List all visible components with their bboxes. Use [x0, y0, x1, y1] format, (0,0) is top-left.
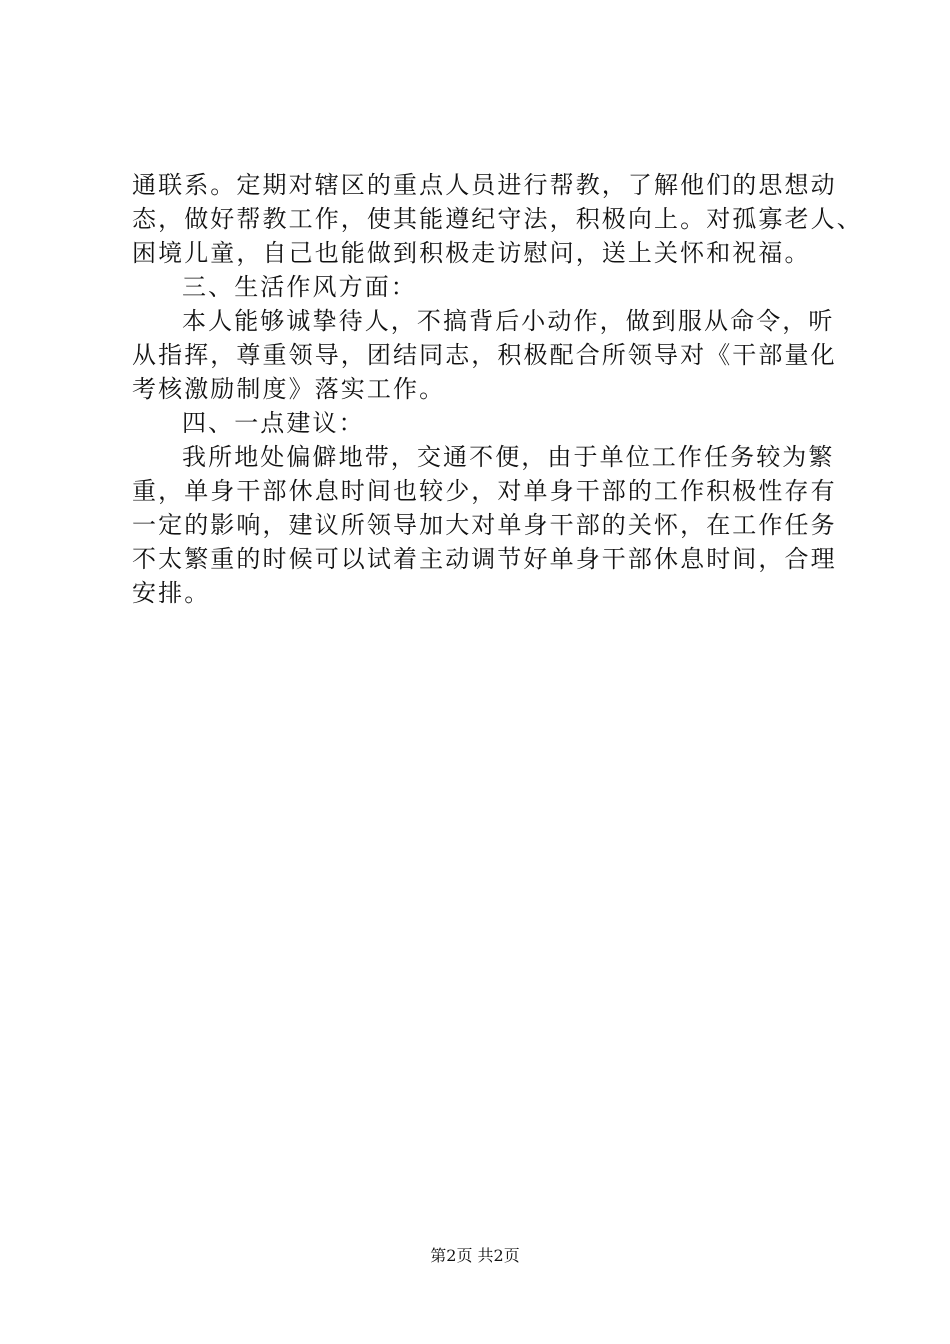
body-line: 困境儿童，自己也能做到积极走访慰问，送上关怀和祝福。: [132, 239, 811, 267]
body-line: 从指挥，尊重领导，团结同志，积极配合所领导对《干部量化: [132, 341, 837, 369]
body-line: 一定的影响，建议所领导加大对单身干部的关怀，在工作任务: [132, 511, 837, 539]
body-line: 态，做好帮教工作，使其能遵纪守法，积极向上。对孤寡老人、: [132, 205, 863, 233]
section-heading-lifestyle: 三、生活作风方面：: [182, 273, 417, 301]
section-heading-suggestion: 四、一点建议：: [182, 409, 365, 437]
body-line: 本人能够诚挚待人，不搞背后小动作，做到服从命令，听: [182, 307, 835, 335]
body-line: 安排。: [132, 579, 211, 607]
body-line: 考核激励制度》落实工作。: [132, 375, 446, 403]
body-line: 重，单身干部休息时间也较少，对单身干部的工作积极性存有: [132, 477, 837, 505]
document-body: [132, 168, 863, 610]
body-line: 不太繁重的时候可以试着主动调节好单身干部休息时间，合理: [132, 545, 837, 573]
body-line: 通联系。定期对辖区的重点人员进行帮教，了解他们的思想动: [132, 171, 837, 199]
body-line: 我所地处偏僻地带，交通不便，由于单位工作任务较为繁: [182, 443, 835, 471]
page-number-footer: 第2页 共2页: [430, 1246, 520, 1265]
